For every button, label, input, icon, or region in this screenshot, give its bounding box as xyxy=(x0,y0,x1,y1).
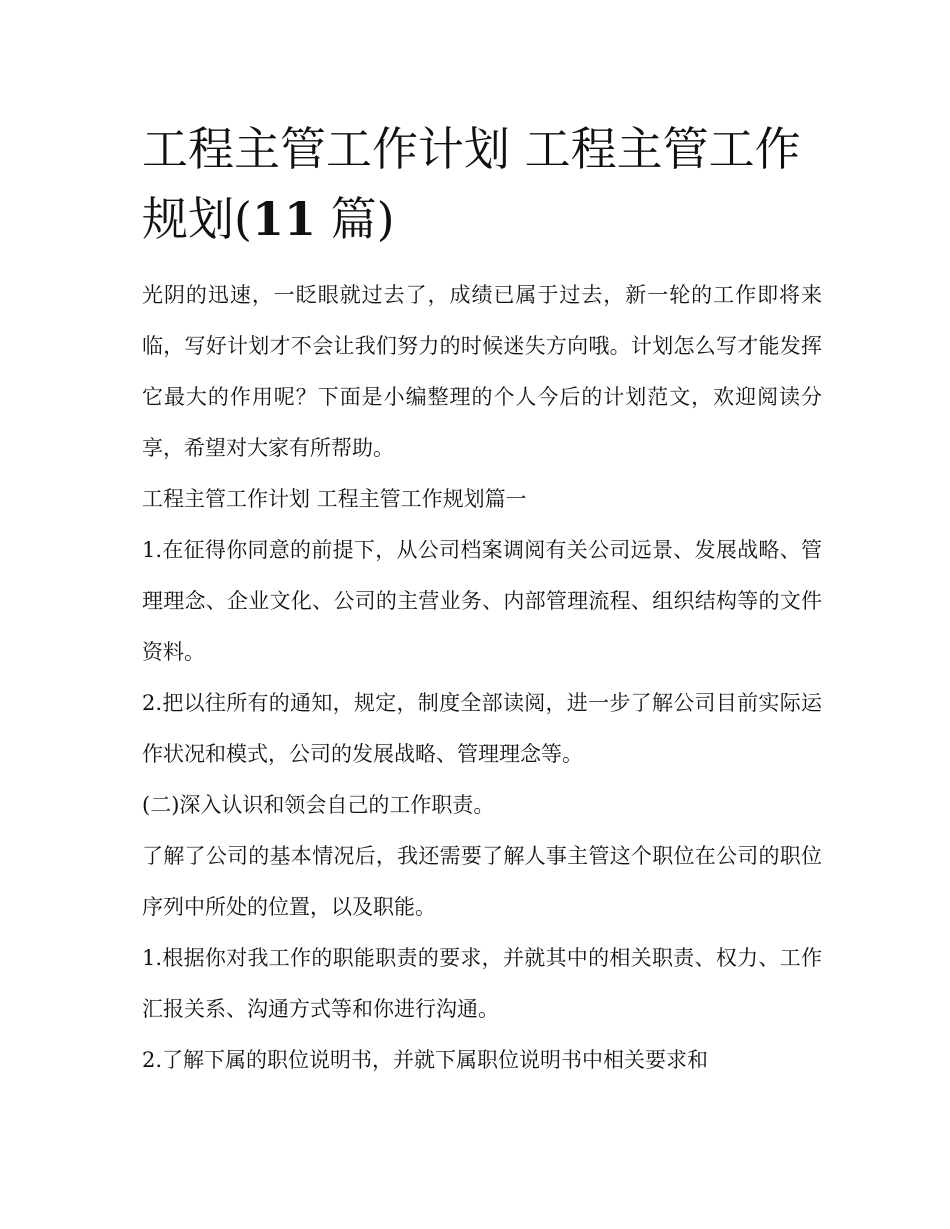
title-number: 11 xyxy=(251,192,316,246)
title-text: 工程主管工作计划 工程主管工作规划( xyxy=(142,122,801,246)
section-heading: 工程主管工作计划 工程主管工作规划篇一 xyxy=(142,487,527,511)
document-title xyxy=(142,114,822,254)
subsection-heading: (二)深入认识和领会自己的工作职责。 xyxy=(142,793,495,817)
body-paragraph: 了解了公司的基本情况后，我还需要了解人事主管这个职位在公司的职位序列中所处的位置，以及职能。 xyxy=(142,844,822,919)
list-item: 1.在征得你同意的前提下，从公司档案调阅有关公司远景、发展战略、管理理念、企业文化、公司的主营业务、内部管理流程、组织结构等的文件资料。 xyxy=(142,538,822,664)
document-content xyxy=(142,114,822,1086)
list-item: 1.根据你对我工作的职能职责的要求，并就其中的相关职责、权力、工作汇报关系、沟通方式等和你进行沟通。 xyxy=(142,946,822,1021)
list-item: 2.把以往所有的通知，规定，制度全部读阅，进一步了解公司目前实际运作状况和模式，公司的发展战略、管理理念等。 xyxy=(142,691,822,766)
list-item: 2.了解下属的职位说明书，并就下属职位说明书中相关要求和 xyxy=(142,1048,709,1072)
document-body xyxy=(142,270,822,1086)
intro-paragraph: 光阴的迅速，一眨眼就过去了，成绩已属于过去，新一轮的工作即将来临，写好计划才不会让我们努力的时候迷失方向哦。计划怎么写才能发挥它最大的作用呢？下面是小编整理的个人今后的计划范文，欢迎阅读分享，希望对大家有所帮助。 xyxy=(142,283,822,460)
title-suffix: 篇) xyxy=(315,192,395,246)
